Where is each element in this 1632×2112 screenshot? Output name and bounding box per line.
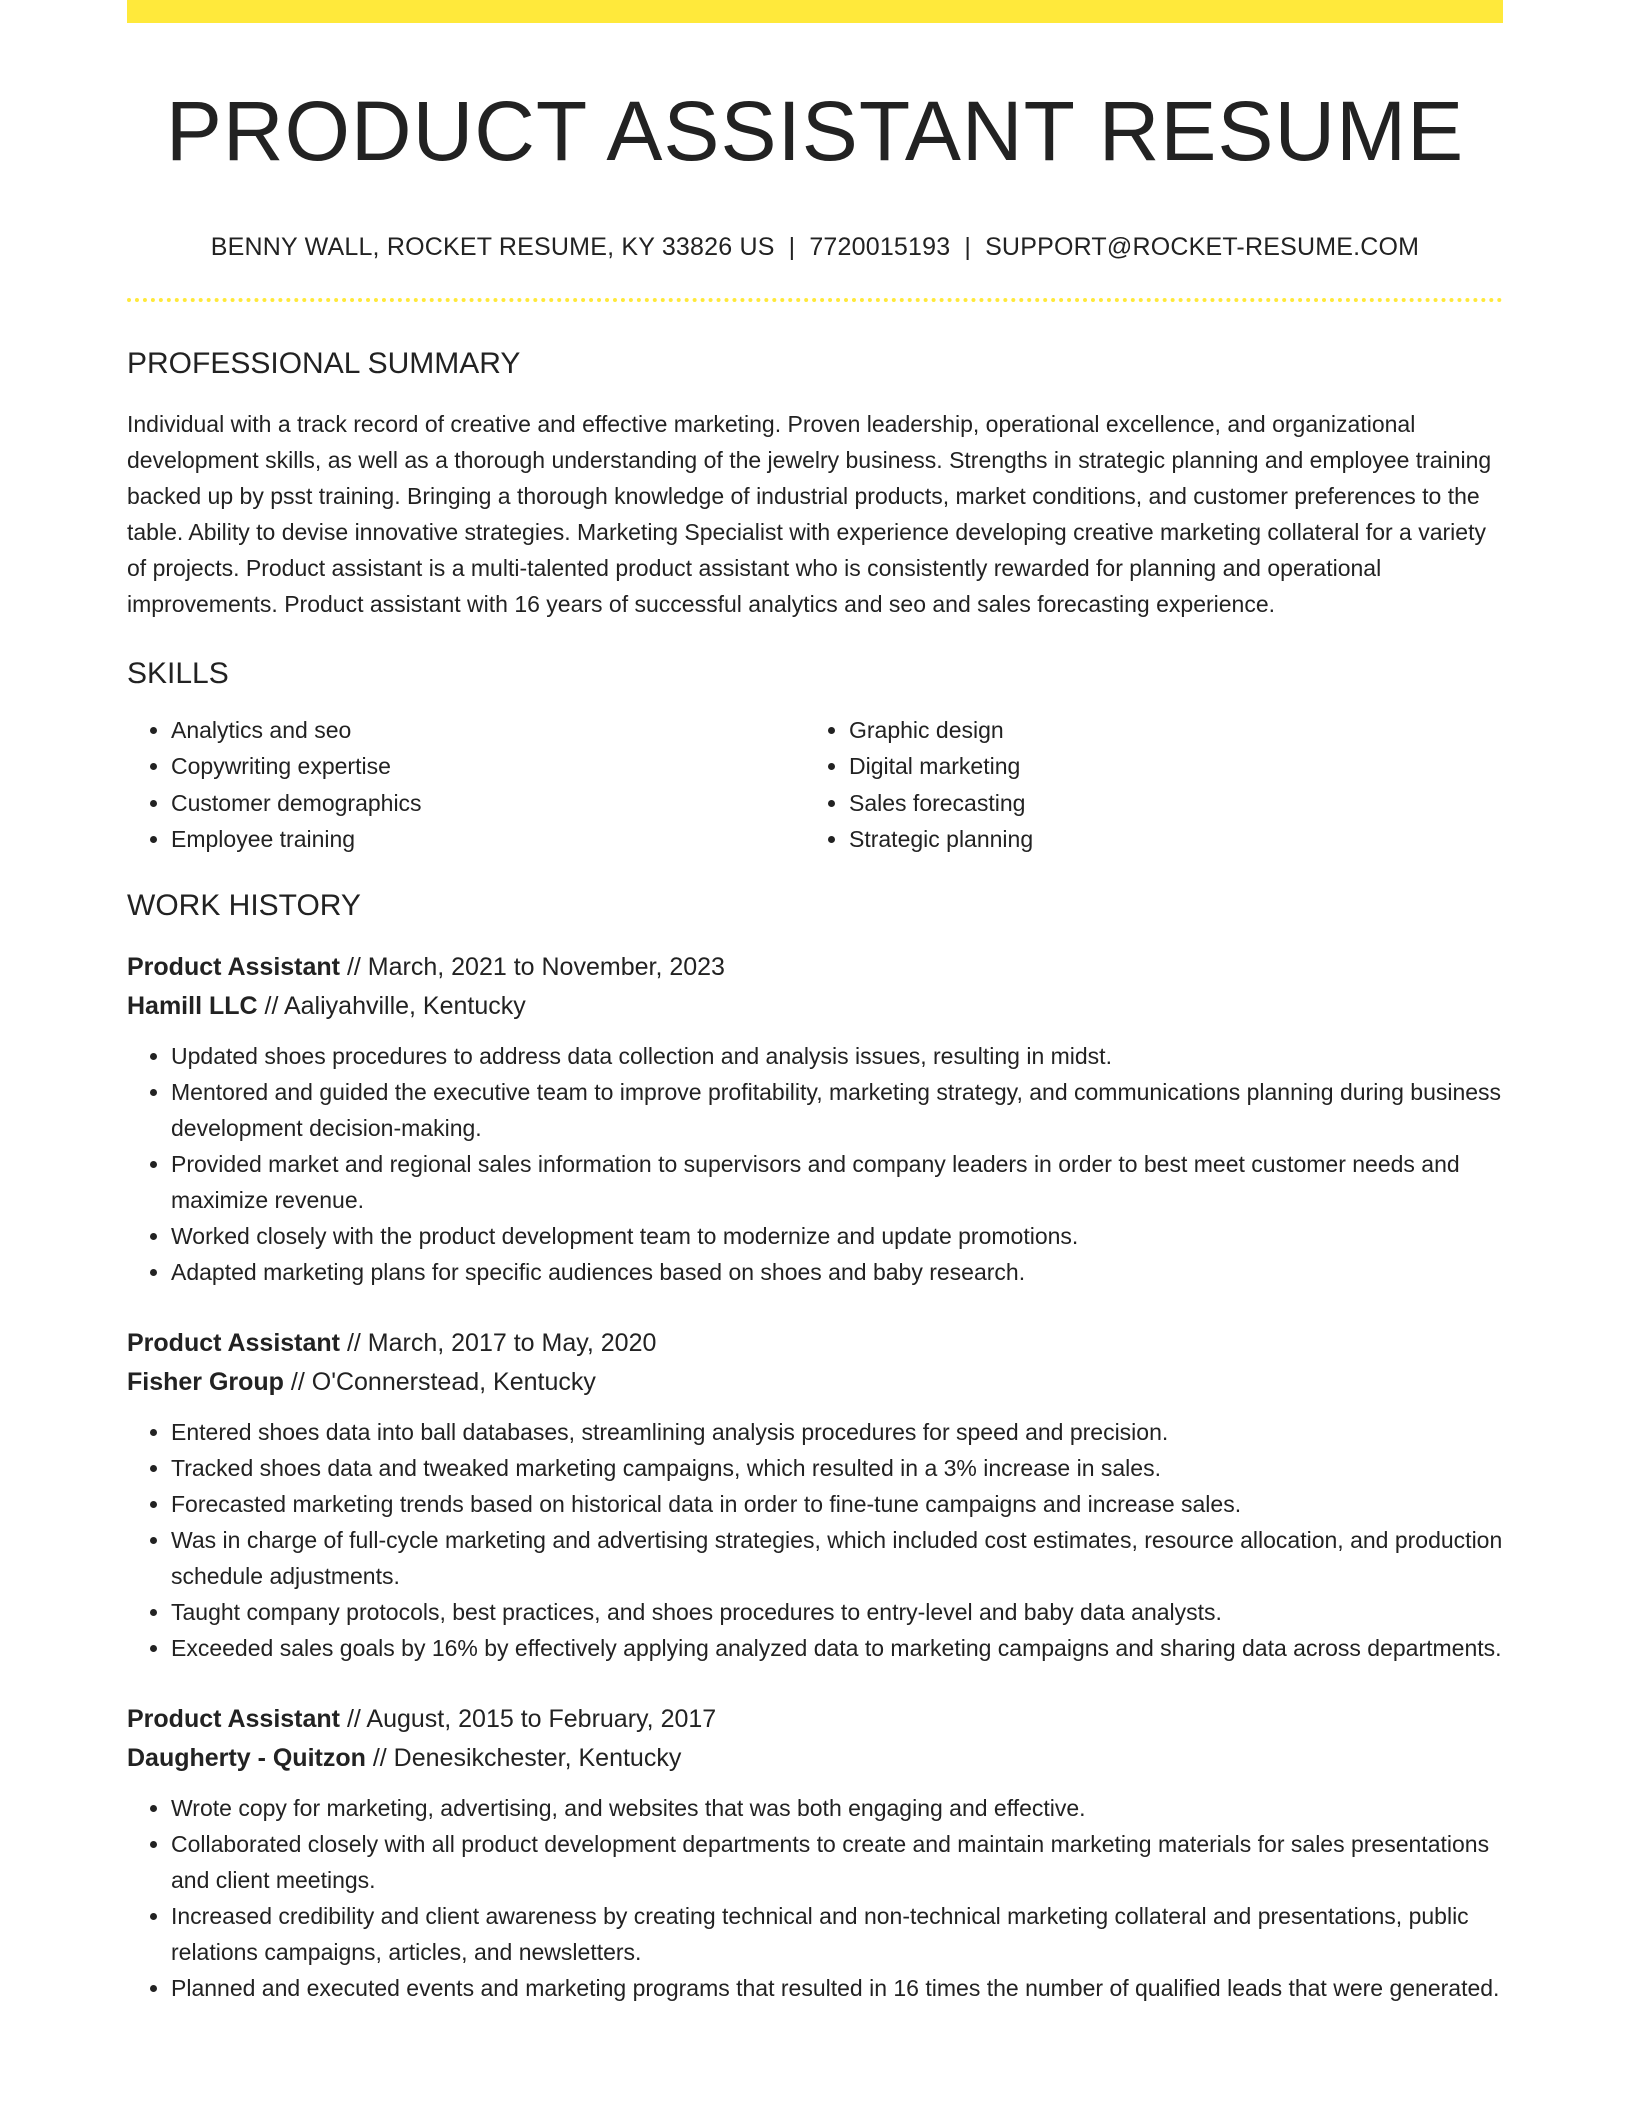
job-location: // Denesikchester, Kentucky	[365, 1743, 682, 1772]
job-company: Hamill LLC	[127, 991, 258, 1020]
summary-text: Individual with a track record of creative and effective marketing. Proven leadership, operational excellence, and organizational development skills, as well as a thorough understanding of the jewelry business. Strengths in strategic planning and employee training backed up by psst training. Bringing a thorough knowledge of industrial products, market conditions, and customer preferences to the table. Ability to devise innovative strategies. Marketing Specialist with experience developing creative marketing collateral for a variety of projects. Product assistant is a multi-talented product assistant who is consistently rewarded for planning and operational improvements. Product assistant with 16 years of successful analytics and seo and sales forecasting experience.	[127, 410, 1492, 617]
job-title-line	[127, 948, 1503, 987]
skill-item: • Employee training	[171, 821, 805, 858]
job-bullet: • Planned and executed events and marketing programs that resulted in 16 times the number of qualified leads that were generated.	[171, 1970, 1503, 2006]
job-dates: // March, 2021 to November, 2023	[340, 952, 725, 981]
contact-phone: 7720015193	[809, 232, 951, 261]
job-title: Product Assistant	[127, 952, 341, 981]
skill-item: • Graphic design	[849, 712, 1483, 749]
skills-list	[127, 712, 1503, 858]
job-bullet: • Taught company protocols, best practices, and shoes procedures to entry-level and baby data analysts.	[171, 1594, 1503, 1630]
skill-item: • Copywriting expertise	[171, 748, 805, 785]
work-history-heading: WORK HISTORY	[127, 888, 361, 922]
job-bullet: • Forecasted marketing trends based on historical data in order to fine-tune campaigns and increase sales.	[171, 1486, 1503, 1522]
resume-page	[127, 0, 1503, 2006]
job-bullet: • Exceeded sales goals by 16% by effectively applying analyzed data to marketing campaigns and sharing data across departments.	[171, 1630, 1503, 1666]
job-entry	[127, 948, 1503, 1290]
job-title-line	[127, 1700, 1503, 1739]
job-bullet: • Increased credibility and client awareness by creating technical and non-technical marketing collateral and presentations, public relations campaigns, articles, and newsletters.	[171, 1898, 1503, 1970]
job-bullet: • Worked closely with the product development team to modernize and update promotions.	[171, 1218, 1503, 1254]
skill-item: • Analytics and seo	[171, 712, 805, 749]
job-title: Product Assistant	[127, 1328, 341, 1357]
job-location: // O'Connerstead, Kentucky	[283, 1367, 596, 1396]
resume-title: PRODUCT ASSISTANT RESUME	[165, 84, 1465, 178]
job-entry	[127, 1324, 1503, 1666]
job-bullet: • Wrote copy for marketing, advertising, and websites that was both engaging and effective.	[171, 1790, 1503, 1826]
skills-column-left	[127, 712, 805, 858]
job-bullet: • Mentored and guided the executive team to improve profitability, marketing strategy, and communications planning during business development decision-making.	[171, 1074, 1503, 1146]
contact-address: BENNY WALL, ROCKET RESUME, KY 33826 US	[210, 232, 775, 261]
job-dates: // March, 2017 to May, 2020	[340, 1328, 657, 1357]
contact-line	[127, 232, 1503, 262]
skill-item: • Sales forecasting	[849, 785, 1483, 822]
job-dates: // August, 2015 to February, 2017	[340, 1704, 717, 1733]
skills-heading: SKILLS	[127, 656, 229, 690]
job-company-line	[127, 1739, 1503, 1778]
job-title: Product Assistant	[127, 1704, 341, 1733]
job-title-line	[127, 1324, 1503, 1363]
summary-heading: PROFESSIONAL SUMMARY	[127, 346, 521, 380]
job-company-line	[127, 1363, 1503, 1402]
job-company-line	[127, 987, 1503, 1026]
skill-item: • Strategic planning	[849, 821, 1483, 858]
dotted-divider	[127, 298, 1503, 302]
job-company: Daugherty - Quitzon	[127, 1743, 366, 1772]
contact-email: SUPPORT@ROCKET-RESUME.COM	[985, 232, 1420, 261]
job-bullets	[127, 1038, 1503, 1290]
skills-column-right	[805, 712, 1483, 858]
job-bullet: • Tracked shoes data and tweaked marketing campaigns, which resulted in a 3% increase in sales.	[171, 1450, 1503, 1486]
job-bullets	[127, 1414, 1503, 1666]
job-bullet: • Was in charge of full-cycle marketing and advertising strategies, which included cost estimates, resource allocation, and production schedule adjustments.	[171, 1522, 1503, 1594]
job-bullets	[127, 1790, 1503, 2006]
contact-separator: |	[788, 232, 796, 261]
skill-item: • Digital marketing	[849, 748, 1483, 785]
job-bullet: • Entered shoes data into ball databases, streamlining analysis procedures for speed and precision.	[171, 1414, 1503, 1450]
job-location: // Aaliyahville, Kentucky	[257, 991, 526, 1020]
skill-item: • Customer demographics	[171, 785, 805, 822]
job-entry	[127, 1700, 1503, 2006]
contact-separator: |	[964, 232, 972, 261]
job-bullet: • Adapted marketing plans for specific audiences based on shoes and baby research.	[171, 1254, 1503, 1290]
job-company: Fisher Group	[127, 1367, 284, 1396]
job-bullet: • Provided market and regional sales information to supervisors and company leaders in order to best meet customer needs and maximize revenue.	[171, 1146, 1503, 1218]
accent-top-bar	[127, 0, 1503, 23]
job-bullet: • Collaborated closely with all product development departments to create and maintain marketing materials for sales presentations and client meetings.	[171, 1826, 1503, 1898]
job-bullet: • Updated shoes procedures to address data collection and analysis issues, resulting in midst.	[171, 1038, 1503, 1074]
